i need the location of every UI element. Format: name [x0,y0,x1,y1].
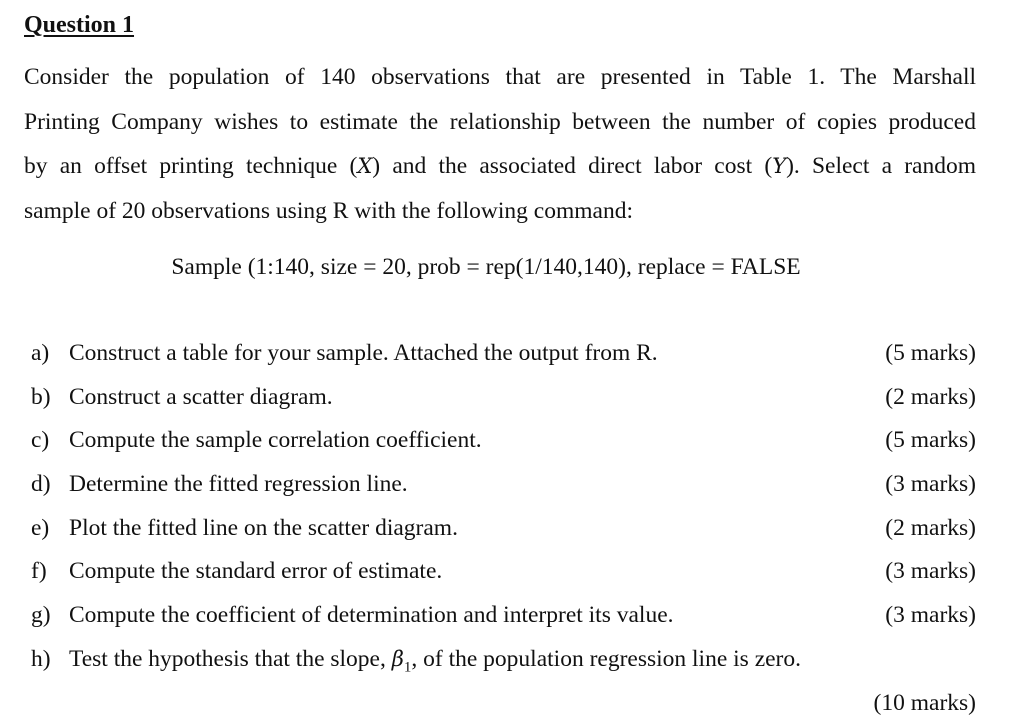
item-h [0,646,1024,726]
item-letter: b) [31,384,51,410]
item-marks: (10 marks) [873,690,976,716]
item-g [0,602,1024,642]
item-text: Compute the standard error of estimate. [69,558,443,584]
item-letter: d) [31,471,51,497]
item-marks: (5 marks) [885,340,976,366]
item-c [0,427,1024,467]
paragraph-line-2: Printing Company wishes to estimate the relationship between the number of copies produced [24,108,976,135]
item-marks: (2 marks) [885,515,976,541]
item-letter: g) [31,602,51,628]
item-f [0,558,1024,598]
item-marks: (5 marks) [885,427,976,453]
variable-x: X [357,154,373,178]
item-marks: (3 marks) [885,471,976,497]
beta-symbol: β [391,647,404,671]
item-e [0,515,1024,555]
item-text: Determine the fitted regression line. [69,471,408,497]
item-letter: f) [31,558,47,584]
item-d [0,471,1024,511]
item-b [0,384,1024,424]
item-letter: h) [31,646,51,672]
item-marks: (3 marks) [885,602,976,628]
question-title: Question 1 [24,12,135,38]
item-marks: (2 marks) [885,384,976,410]
item-text: Test the hypothesis that the slope, $\beta_1$, of the population regression line is zero. [69,646,801,676]
beta-subscript: 1 [403,659,412,676]
variable-y: Y [772,154,787,178]
item-letter: c) [31,427,50,453]
paragraph-line-4: sample of 20 observations using R with the following command: [24,197,633,224]
item-letter: e) [31,515,50,541]
item-a [0,340,1024,380]
item-text: Compute the coefficient of determination and interpret its value. [69,602,674,628]
item-letter: a) [31,340,50,366]
item-text: Plot the fitted line on the scatter diagram. [69,515,458,541]
r-command: Sample (1:140, size = 20, prob = rep(1/140,140), replace = FALSE [171,254,801,280]
item-text: Construct a scatter diagram. [69,384,333,410]
paragraph-line-3: by an offset printing technique (X) and the associated direct labor cost (Y). Select a random [24,153,976,179]
item-text: Construct a table for your sample. Attached the output from R. [69,340,658,366]
paragraph-line-1: Consider the population of 140 observations that are presented in Table 1. The Marshall [24,64,976,90]
question-paragraph [24,55,976,233]
item-text: Compute the sample correlation coefficient. [69,427,482,453]
item-marks: (3 marks) [885,558,976,584]
